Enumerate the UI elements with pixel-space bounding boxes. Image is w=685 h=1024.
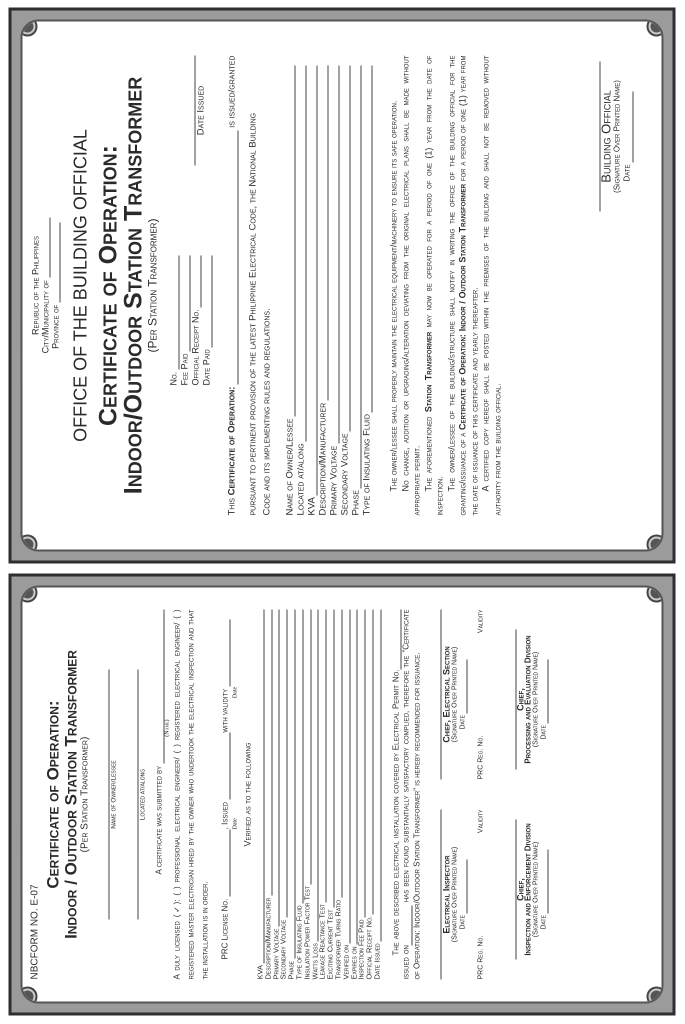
republic-text: Republic of the Philippines [30, 235, 41, 336]
building-official-title: Building Official [598, 90, 614, 183]
paragraph-maintain: The owner/lessee shall properly maintain the electrical equipment/machinery to ensure its safe operation. [388, 100, 399, 492]
validity-label: Validity [477, 809, 485, 834]
field-input[interactable] [371, 66, 373, 413]
field-label: Transformer Turns Ratio [333, 899, 343, 980]
field-label: Secondary Voltage [339, 433, 351, 516]
signature-hint: (Signature Over Printed Name) [451, 646, 459, 743]
field-label: Description/Manufacturer [317, 402, 329, 516]
field-input[interactable] [340, 610, 342, 898]
prc-license-field[interactable] [229, 829, 231, 896]
date-label: Date [540, 915, 548, 930]
field-label: Date Issued [372, 943, 382, 980]
location-label: Located at/along [139, 768, 147, 821]
field-label: Secondary Voltage [278, 919, 288, 980]
field-input[interactable] [348, 610, 350, 944]
field-input[interactable] [364, 610, 366, 918]
pursuant-text: pursuant to pertinent provision of the latest Philippine Electrical Code, the National Building [247, 112, 259, 516]
field-label: Type of Insulating Fluid [294, 905, 304, 980]
fee-field-label: Fee Paid [179, 353, 190, 386]
corner-rivet [649, 989, 664, 1004]
field-input[interactable] [286, 610, 288, 918]
verified-field-row [342, 610, 350, 980]
issued-on-text: issued on [401, 945, 411, 980]
inspector-title: Electrical Inspector [441, 855, 452, 934]
date-field[interactable] [632, 92, 634, 163]
corner-rivet [649, 586, 664, 601]
province-label: Province of [50, 304, 61, 349]
fee-field-label: Date Paid [201, 349, 212, 386]
signature-hint: (Signature Over Printed Name) [532, 841, 540, 938]
title-line-1: Certificate of Operation: [94, 144, 123, 427]
name-hint: (Name) [164, 719, 171, 737]
certificate-page-left [9, 574, 676, 1016]
date-field[interactable] [466, 660, 468, 714]
certificate-page-right [9, 8, 676, 564]
prc-reg-label: PRC Reg. No. [477, 735, 485, 780]
date-label: Date [622, 164, 632, 182]
field-input[interactable] [325, 610, 327, 903]
validity-field[interactable] [229, 620, 231, 687]
field-label: Primary Voltage [328, 445, 340, 516]
verified-field-row [264, 610, 272, 980]
verified-field-row [334, 610, 342, 980]
field-input[interactable] [349, 66, 351, 432]
date-label: Date [540, 725, 548, 740]
verified-field-row [303, 610, 311, 980]
validity-label: with validity [220, 688, 230, 733]
submitted-text: A certificate was submitted by [154, 765, 164, 875]
paragraph-notify: The owner/lessee of the building/structure shall notify in writing the office of the building official for the granting/issuance of a Certificate of Operation: Indoor / Outdoor Station Transformer for a period of one (1) year from the date of issuance of this certificate and yearly thereafter. [446, 55, 479, 516]
field-input[interactable] [301, 610, 303, 904]
subtitle: (Per Station Transformer) [79, 736, 91, 853]
issued-date-field[interactable] [229, 733, 231, 800]
date-hint: Date [232, 686, 239, 699]
field-input[interactable] [371, 610, 373, 915]
field-label: Leakage Reactance Test [317, 904, 327, 980]
paragraph-no-change: No change, addition or upgrading/alteration deviating from the original electrical plans shall be made without appropriate permit. [400, 55, 422, 516]
license-paragraph: A duly licensed (✓): ( ) professional electrical engineer/ ( ) registered electrical engineer/ ( ) registered master electrician hired by the owner who undertook the electrical inspection and that the installation is in order. [172, 609, 210, 980]
field-input[interactable] [309, 610, 311, 885]
chief-pe-title: Chief, [515, 688, 526, 711]
field-label: Official Receipt No. [364, 916, 374, 980]
title-line-2: Indoor/Outdoor Station Transformer [119, 76, 148, 495]
signature-hint: (Signature Over Printed Name) [451, 846, 459, 943]
field-label: Expires on [349, 946, 359, 980]
field-input[interactable] [317, 610, 319, 942]
paragraph-posted: A certified copy hereof shall be posted within the premises of the building and shall not be removed without authority from the building official. [480, 55, 502, 516]
field-input[interactable] [305, 66, 307, 442]
above-paragraph: The above described electrical installation covered by Electrical Permit No. [391, 669, 401, 956]
date-label: Date [459, 715, 467, 730]
corner-rivet [21, 989, 36, 1004]
field-input[interactable] [338, 66, 340, 444]
verified-field-row [280, 610, 288, 980]
fee-field-input[interactable] [211, 256, 213, 348]
field-input[interactable] [270, 610, 272, 896]
certificate-field[interactable] [237, 130, 239, 384]
fee-field-input[interactable] [200, 256, 202, 308]
field-label: Description/Manufacturer [263, 897, 273, 980]
date-label: Date [459, 915, 467, 930]
issued-label: , Issued [220, 802, 230, 830]
page-frame [21, 20, 664, 552]
code-text: Code and its implementing rules and regulations. [261, 308, 273, 516]
chief-section-title: Chief, Electrical Section [441, 646, 452, 743]
subtitle: (Per Station Transformer) [145, 218, 160, 353]
province-field[interactable] [60, 222, 61, 302]
field-input[interactable] [356, 610, 358, 945]
corner-rivet [649, 537, 664, 552]
field-input[interactable] [278, 610, 280, 927]
field-input[interactable] [379, 610, 381, 942]
owner-label: Name of Owner/Lessee [110, 760, 118, 829]
field-input[interactable] [327, 66, 329, 401]
issued-granted-text: is issued/granted [226, 55, 238, 128]
chief-ie-title: Chief, [515, 878, 526, 901]
field-input[interactable] [332, 610, 334, 908]
date-issued-label: Date Issued [195, 85, 207, 136]
city-label: City/Municipality of [40, 280, 51, 354]
prc-reg-label: PRC Reg. No. [477, 935, 485, 980]
signature-hint: (Signature Over Printed Name) [532, 651, 540, 748]
verified-field-row [366, 610, 374, 980]
fee-field-label: Official Receipt No. [190, 309, 201, 386]
field-label: Verified on [341, 945, 351, 980]
corner-rivet [649, 20, 664, 35]
chief-ie-division: Inspection and Enforcement Division [523, 823, 533, 956]
field-label: Inspection Fee Paid [356, 919, 366, 980]
verified-heading: Verified as to the following [242, 742, 253, 847]
field-label: Insulation Power Factor Test [302, 886, 312, 980]
corner-rivet [21, 20, 36, 35]
corner-rivet [21, 586, 36, 601]
title-line-2: Indoor / Outdoor Station Transformer [61, 650, 81, 939]
field-label: Phase [350, 490, 362, 516]
date-field[interactable] [466, 860, 468, 914]
field-label: Type of Insulating Fluid [361, 414, 373, 516]
verified-field-row [373, 610, 381, 980]
prc-license-label: PRC License No. [220, 898, 230, 960]
field-label: Watts Loss [310, 943, 320, 980]
field-label: Exciting Current Test [325, 909, 335, 980]
corner-rivet [21, 537, 36, 552]
paragraph-operate: The aforementioned Station Transformer may now be operated for a period of one (1) year from the date of inspection. [423, 55, 445, 516]
title-line-1: Certificate of Operation: [43, 700, 63, 889]
this-text: This [226, 498, 238, 516]
field-input[interactable] [294, 66, 296, 417]
date-hint: Date [232, 818, 239, 830]
field-label: Primary Voltage [271, 928, 281, 980]
above-paragraph-end: has been found substantially satisfactory complied, therefore the "Certificate of Operation: Indoor/Outdoor Station Transformer" is hereby recommended for issuance. [401, 609, 422, 980]
field-label: Located at/along [295, 443, 307, 516]
field-label: Phase [286, 960, 296, 980]
fee-field-label: No. [168, 371, 179, 386]
date-field[interactable] [547, 660, 549, 724]
form-number: NBCFORM NO. E-07 [29, 884, 41, 980]
chief-pe-division: Processing and Evaluation Division [523, 635, 533, 764]
signature-hint: (Signature Over Printed Name) [612, 80, 622, 193]
page-frame [21, 586, 664, 1004]
date-field[interactable] [547, 850, 549, 914]
field-label: KVA [255, 965, 265, 980]
validity-label: Validity [477, 609, 485, 634]
submitted-by-field[interactable] [163, 610, 165, 764]
certificate-label: Certificate of Operation: [226, 386, 238, 496]
field-label: KVA [306, 497, 318, 516]
field-label: Name of Owner/Lessee [284, 418, 296, 516]
office-heading: OFFICE OF THE BUILDING OFFICIAL [70, 129, 91, 442]
